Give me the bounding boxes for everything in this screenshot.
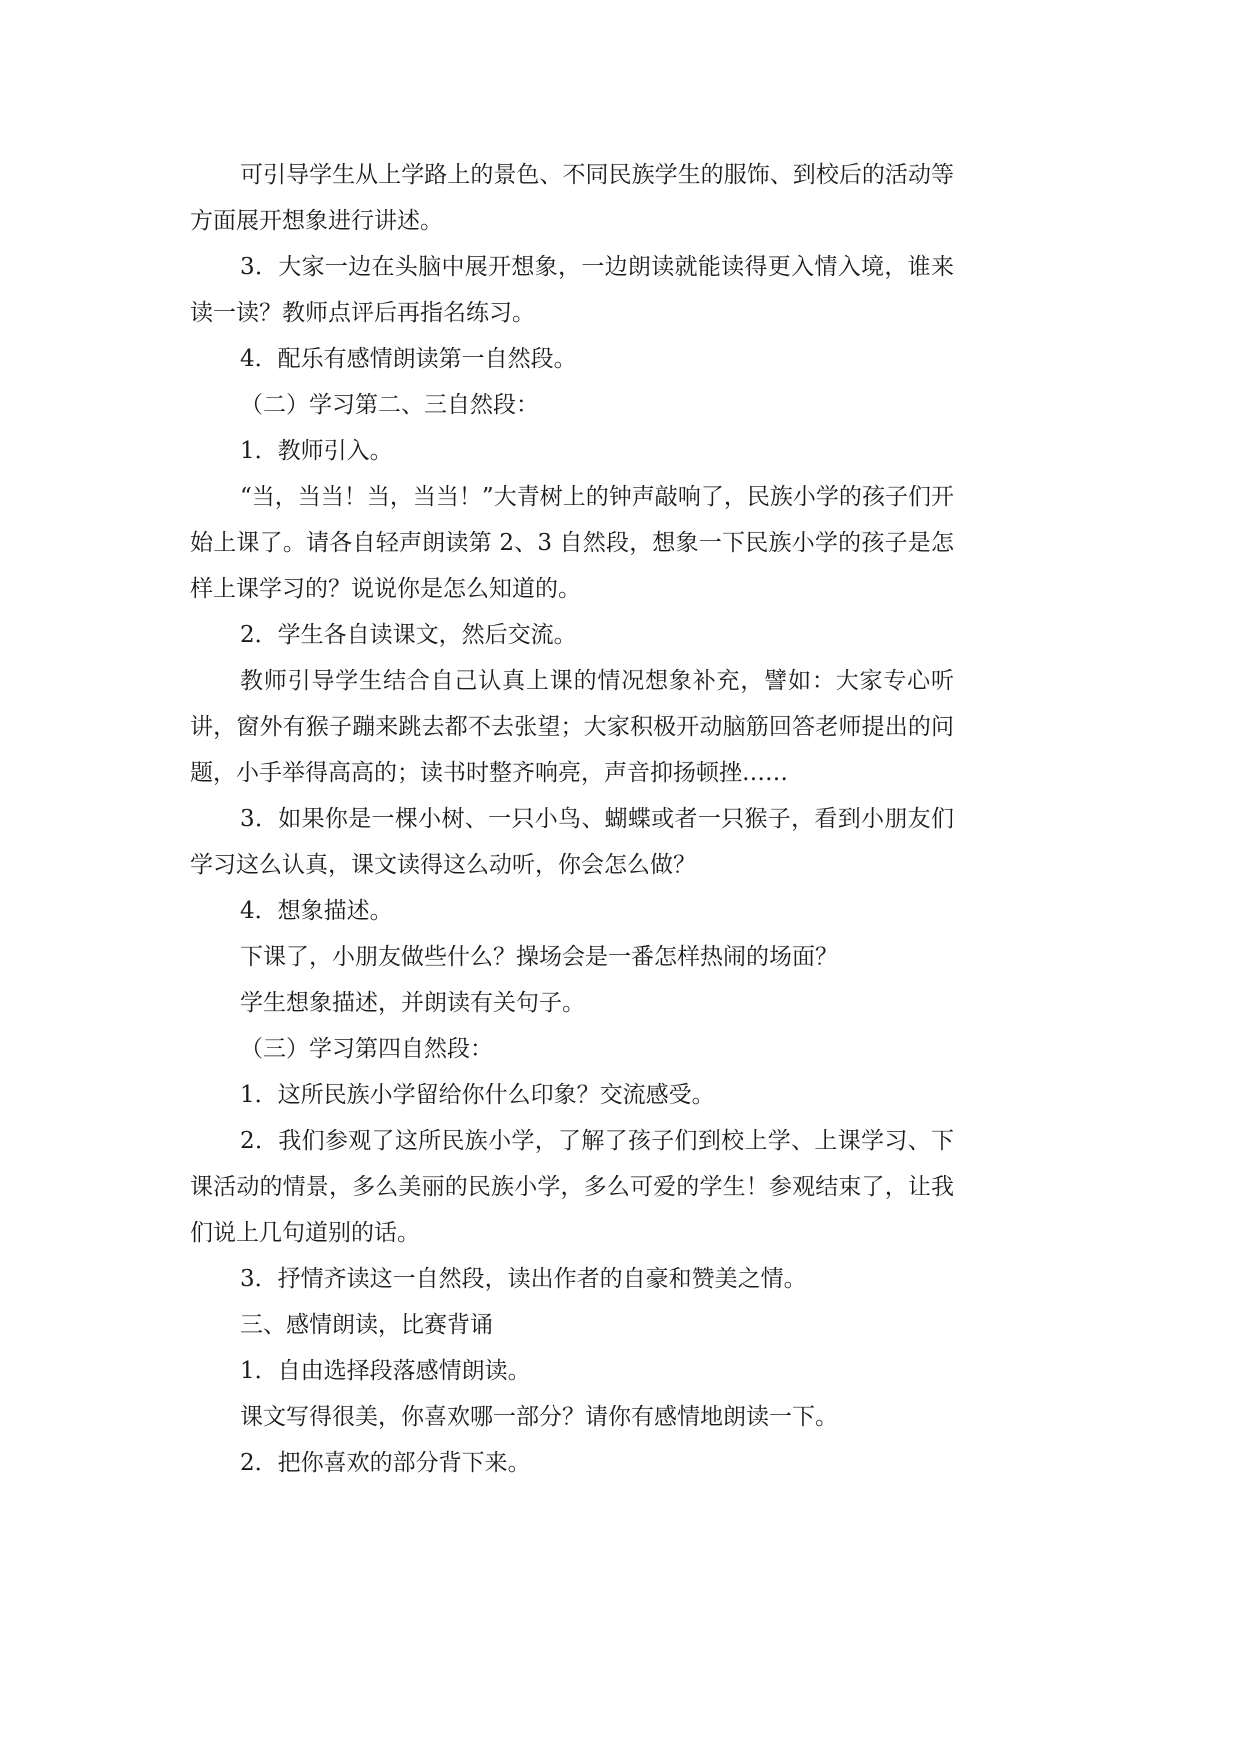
paragraph: 2．我们参观了这所民族小学，了解了孩子们到校上学、上课学习、下课活动的情景，多么美丽的民族小学，多么可爱的学生！参观结束了，让我们说上几句道别的话。 — [190, 1128, 954, 1246]
paragraph: 可引导学生从上学路上的景色、不同民族学生的服饰、到校后的活动等方面展开想象进行讲述。 — [190, 162, 954, 234]
paragraph: 4．配乐有感情朗读第一自然段。 — [240, 346, 577, 372]
section-heading: （二）学习第二、三自然段： — [240, 392, 539, 418]
paragraph: 2．把你喜欢的部分背下来。 — [240, 1450, 531, 1476]
paragraph: 3．抒情齐读这一自然段，读出作者的自豪和赞美之情。 — [240, 1266, 807, 1292]
paragraph: 1．自由选择段落感情朗读。 — [240, 1358, 531, 1384]
paragraph: 学生想象描述，并朗读有关句子。 — [240, 990, 585, 1016]
section-heading: 三、感情朗读，比赛背诵 — [240, 1312, 493, 1338]
paragraph: 4．想象描述。 — [240, 898, 393, 924]
paragraph: 教师引导学生结合自己认真上课的情况想象补充，譬如：大家专心听讲，窗外有猴子蹦来跳去都不去张望；大家积极开动脑筋回答老师提出的问题，小手举得高高的；读书时整齐响亮，声音抑扬顿挫…… — [190, 668, 954, 786]
body-text — [190, 152, 954, 1486]
paragraph: 课文写得很美，你喜欢哪一部分？请你有感情地朗读一下。 — [240, 1404, 838, 1430]
paragraph: “当，当当！当，当当！”大青树上的钟声敲响了，民族小学的孩子们开始上课了。请各自轻声朗读第 2、3 自然段，想象一下民族小学的孩子是怎样上课学习的？说说你是怎么知道的。 — [190, 484, 954, 602]
paragraph: 下课了，小朋友做些什么？操场会是一番怎样热闹的场面？ — [240, 944, 838, 970]
section-heading: （三）学习第四自然段： — [240, 1036, 493, 1062]
paragraph: 2．学生各自读课文，然后交流。 — [240, 622, 577, 648]
paragraph: 1．教师引入。 — [240, 438, 393, 464]
paragraph: 1．这所民族小学留给你什么印象？交流感受。 — [240, 1082, 715, 1108]
paragraph: 3．如果你是一棵小树、一只小鸟、蝴蝶或者一只猴子，看到小朋友们学习这么认真，课文读得这么动听，你会怎么做？ — [190, 806, 954, 878]
paragraph: 3．大家一边在头脑中展开想象，一边朗读就能读得更入情入境，谁来读一读？教师点评后再指名练习。 — [190, 254, 954, 326]
